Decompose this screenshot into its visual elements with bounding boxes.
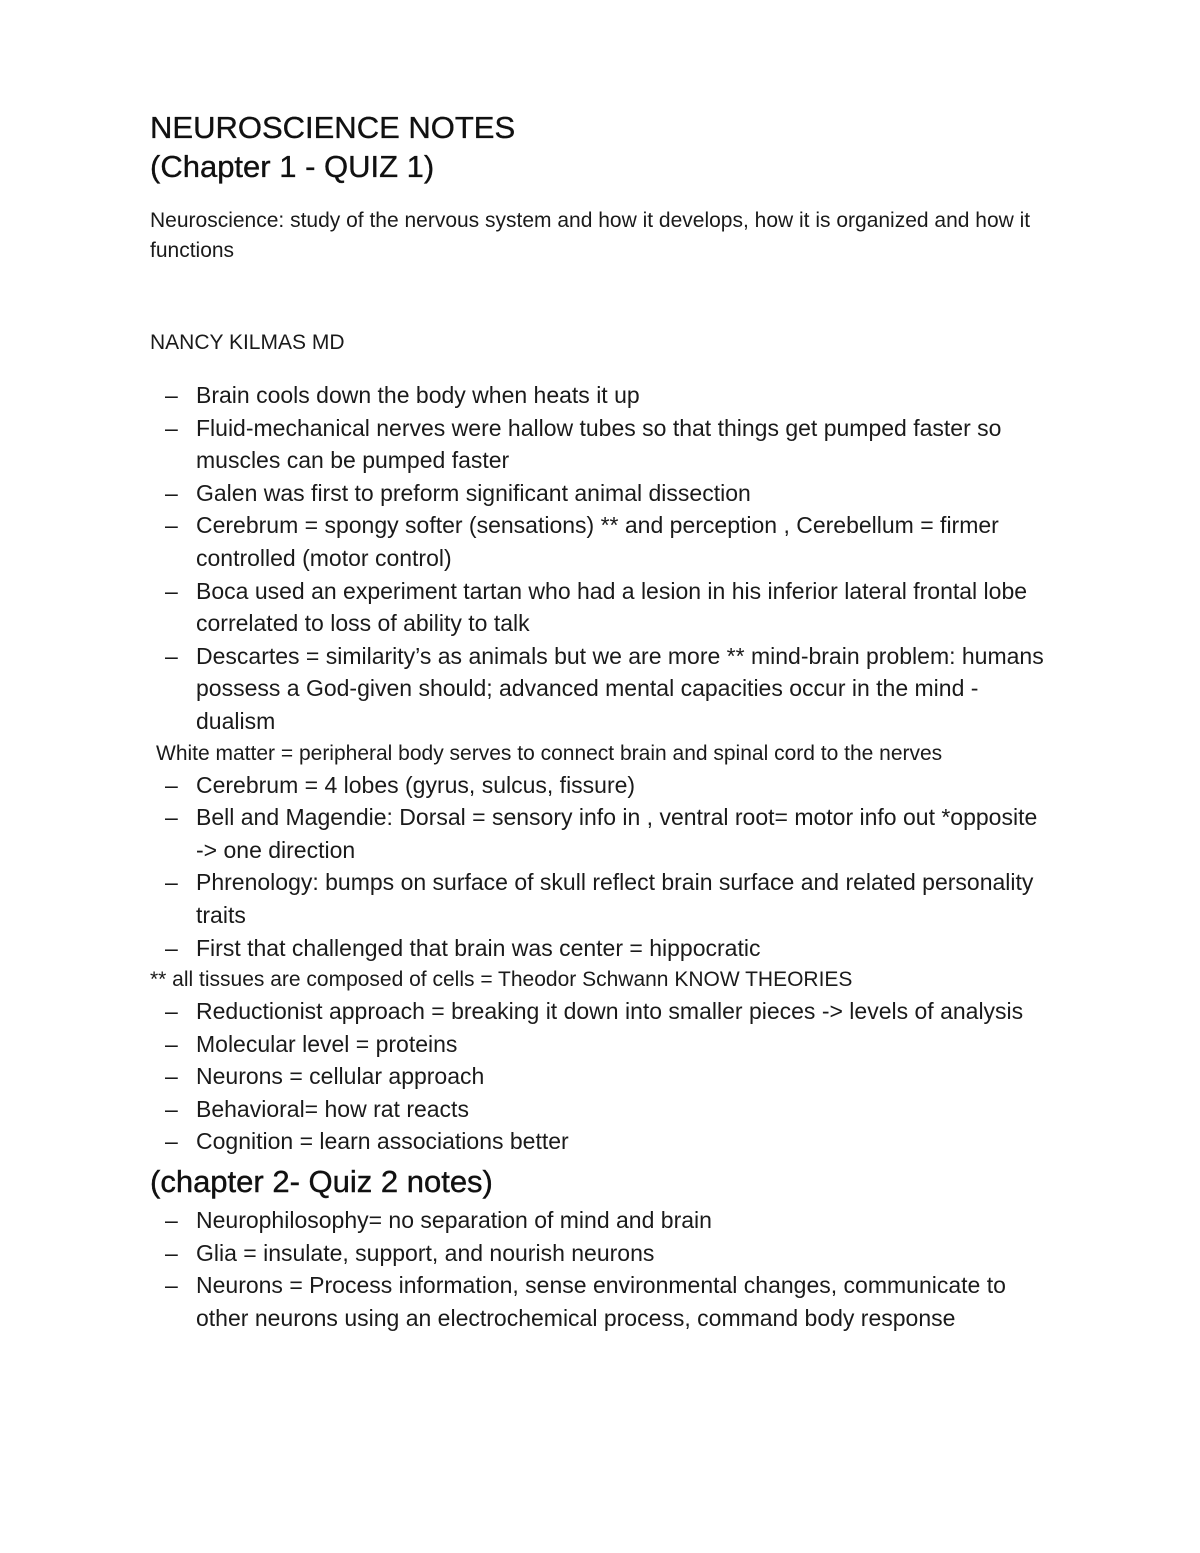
list-item <box>150 509 1050 574</box>
list-item-text: Molecular level = proteins <box>196 1030 458 1057</box>
anatomy-list <box>150 769 1050 965</box>
list-item-text: Neurons = Process information, sense environmental changes, communicate to other neurons using an electrochemical process, command body response <box>196 1272 1006 1331</box>
list-item-text: Fluid-mechanical nerves were hallow tubes so that things get pumped faster so muscles can be pumped faster <box>196 414 1002 474</box>
list-item-text: Reductionist approach = breaking it down into smaller pieces -> levels of analysis <box>196 998 1024 1025</box>
list-item-text: Cerebrum = spongy softer (sensations) ** and perception , Cerebellum = firmer controlled (motor control) <box>196 512 999 571</box>
dash-bullet: – <box>165 414 178 441</box>
chapter-2-list <box>150 1204 1050 1334</box>
dash-bullet: – <box>165 479 178 506</box>
list-item <box>150 866 1050 931</box>
list-item <box>150 1237 1050 1270</box>
title-line-2: (Chapter 1 - QUIZ 1) <box>150 149 435 184</box>
dash-bullet: – <box>165 1207 178 1234</box>
dash-bullet: – <box>165 1272 178 1299</box>
dash-bullet: – <box>165 642 178 669</box>
dash-bullet: – <box>165 804 178 831</box>
list-item-text: Descartes = similarity’s as animals but we are more ** mind-brain problem: humans possess a God-given should; advanced mental capacities occur in the mind -dualism <box>196 642 1044 734</box>
list-item-text: Galen was first to preform significant animal dissection <box>196 479 751 506</box>
list-item <box>150 640 1050 738</box>
list-item-text: Cognition = learn associations better <box>196 1128 569 1155</box>
cell-theory-note: ** all tissues are composed of cells = Theodor Schwann KNOW THEORIES <box>150 968 853 992</box>
title-line-1: NEUROSCIENCE NOTES <box>150 110 516 145</box>
list-item <box>150 1269 1050 1334</box>
dash-bullet: – <box>165 382 178 408</box>
list-item-text: Behavioral= how rat reacts <box>196 1095 469 1122</box>
neuroscience-definition: Neuroscience: study of the nervous system and how it develops, how it is organized and how it functions <box>150 209 1031 262</box>
list-item <box>150 1204 1050 1237</box>
author-name: NANCY KILMAS MD <box>150 331 345 354</box>
dash-bullet: – <box>165 869 178 896</box>
dash-bullet: – <box>165 577 178 604</box>
list-item-text: Brain cools down the body when heats it up <box>196 382 640 408</box>
list-item <box>150 801 1050 866</box>
dash-bullet: – <box>165 771 178 798</box>
dash-bullet: – <box>165 934 178 961</box>
dash-bullet: – <box>165 1239 178 1266</box>
list-item <box>150 1060 1050 1093</box>
dash-bullet: – <box>165 1128 178 1155</box>
history-list <box>150 379 1050 738</box>
list-item-text: Neurophilosophy= no separation of mind and brain <box>196 1207 712 1234</box>
dash-bullet: – <box>165 1095 178 1122</box>
list-item <box>150 575 1050 640</box>
list-item <box>150 769 1050 802</box>
document-title <box>150 108 1050 186</box>
white-matter-note: White matter = peripheral body serves to connect brain and spinal cord to the nerves <box>156 741 943 765</box>
list-item-text: Glia = insulate, support, and nourish neurons <box>196 1239 655 1266</box>
list-item-text: Cerebrum = 4 lobes (gyrus, sulcus, fissure) <box>196 771 636 798</box>
list-item-text: Neurons = cellular approach <box>196 1063 485 1090</box>
list-item <box>150 379 1050 412</box>
list-item-text: First that challenged that brain was center = hippocratic <box>196 934 761 961</box>
notes-page <box>150 108 1050 1334</box>
chapter-2-heading: (chapter 2- Quiz 2 notes) <box>150 1164 493 1200</box>
list-item <box>150 1093 1050 1126</box>
list-item <box>150 995 1050 1028</box>
dash-bullet: – <box>165 1030 178 1057</box>
dash-bullet: – <box>165 1063 178 1090</box>
list-item <box>150 1028 1050 1061</box>
list-item <box>150 1125 1050 1158</box>
list-item-text: Boca used an experiment tartan who had a lesion in his inferior lateral frontal lobe correlated to loss of ability to talk <box>196 577 1028 637</box>
list-item <box>150 932 1050 965</box>
levels-of-analysis-list <box>150 995 1050 1158</box>
dash-bullet: – <box>165 512 178 539</box>
list-item <box>150 412 1050 477</box>
dash-bullet: – <box>165 998 178 1025</box>
list-item <box>150 477 1050 510</box>
list-item-text: Bell and Magendie: Dorsal = sensory info in , ventral root= motor info out *opposite -> one direction <box>196 804 1038 863</box>
list-item-text: Phrenology: bumps on surface of skull reflect brain surface and related personality traits <box>196 869 1034 928</box>
